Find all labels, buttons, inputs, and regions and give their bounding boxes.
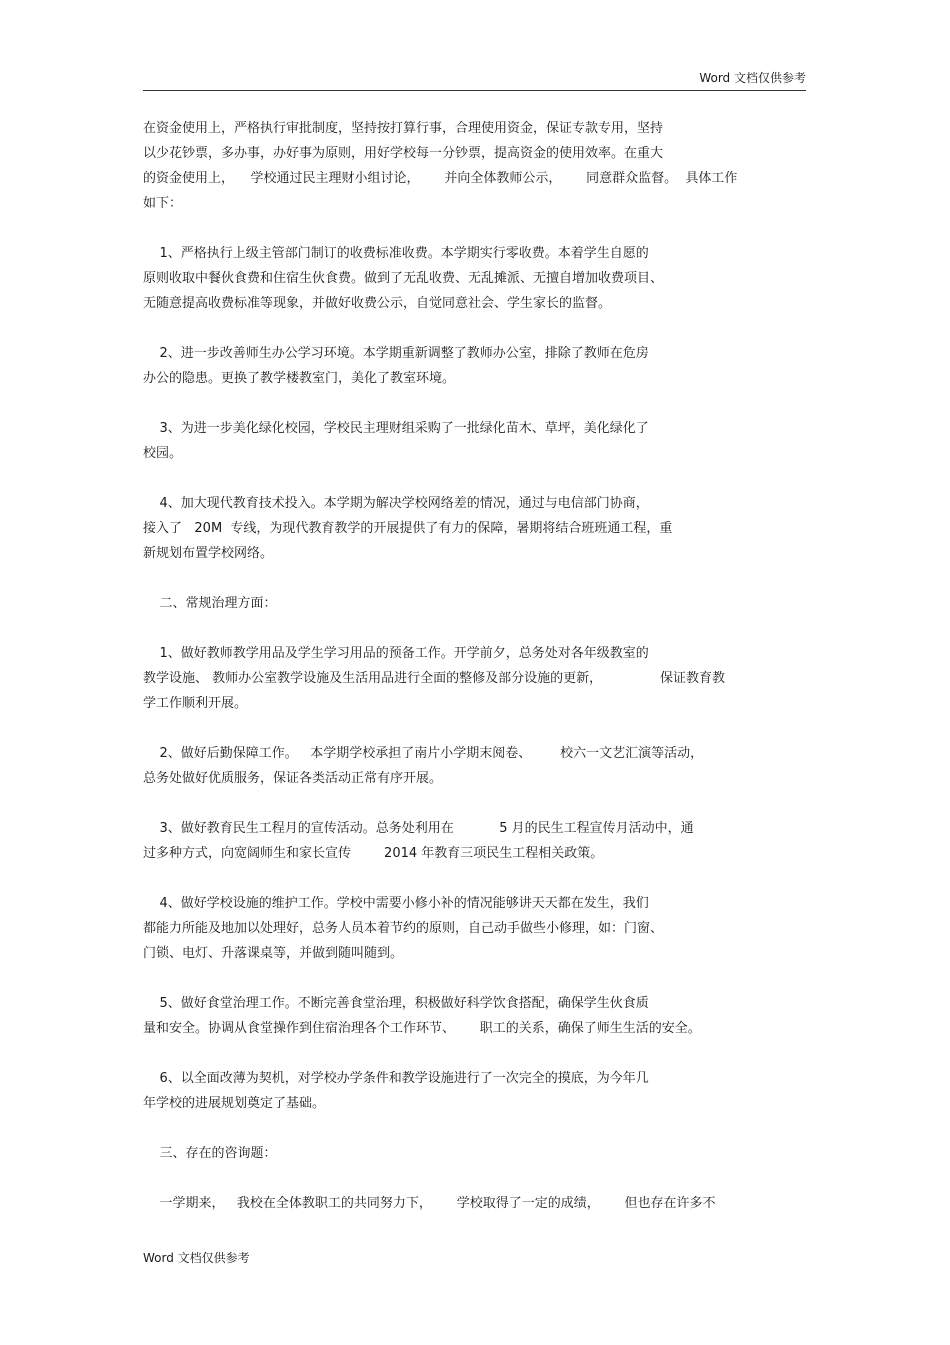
text-line: 教学设施、 教师办公室教学设施及生活用品进行全面的整修及部分设施的更新， 保证教育教 [143, 671, 725, 686]
text-line: 接入了 20M 专线，为现代教育教学的开展提供了有力的保障，暑期将结合班班通工程，重 [143, 521, 673, 536]
text-line: 过多种方式，向宽阔师生和家长宣传 2014 年教育三项民生工程相关政策。 [143, 846, 604, 861]
paragraph [143, 341, 813, 391]
text-line: 一学期来， 我校在全体教职工的共同努力下， 学校取得了一定的成绩， 但也存在许多不 [143, 1196, 716, 1211]
paragraph [143, 491, 813, 566]
text-line: 办公的隐患。更换了教学楼教室门，美化了教室环境。 [143, 371, 456, 386]
paragraph [143, 816, 813, 866]
header-divider [143, 90, 806, 91]
page-header: Word 文档仅供参考 [699, 71, 806, 85]
text-line: 年学校的进展规划奠定了基础。 [143, 1096, 326, 1111]
text-line: 二、常规治理方面： [143, 596, 277, 611]
text-line: 新规划布置学校网络。 [143, 546, 274, 561]
text-line: 3、为进一步美化绿化校园，学校民主理财组采购了一批绿化苗木、草坪，美化绿化了 [143, 421, 649, 436]
paragraph [143, 991, 813, 1041]
paragraph [143, 641, 813, 716]
paragraph [143, 741, 813, 791]
text-line: 4、做好学校设施的维护工作。学校中需要小修小补的情况能够讲天天都在发生，我们 [143, 896, 649, 911]
paragraph [143, 416, 813, 466]
paragraph [143, 1191, 813, 1216]
text-line: 总务处做好优质服务，保证各类活动正常有序开展。 [143, 771, 443, 786]
text-line: 如下： [143, 196, 183, 211]
paragraph [143, 591, 813, 616]
text-line: 1、做好教师教学用品及学生学习用品的预备工作。开学前夕，总务处对各年级教室的 [143, 646, 649, 661]
page-footer: Word 文档仅供参考 [143, 1251, 250, 1265]
document-body [143, 116, 813, 1216]
text-line: 都能力所能及地加以处理好，总务人员本着节约的原则，自己动手做些小修理，如：门窗、 [143, 921, 664, 936]
text-line: 校园。 [143, 446, 183, 461]
text-line: 三、存在的咨询题： [143, 1146, 277, 1161]
text-line: 无随意提高收费标准等现象，并做好收费公示，自觉同意社会、学生家长的监督。 [143, 296, 612, 311]
text-line: 2、做好后勤保障工作。 本学期学校承担了南片小学期末阅卷、 校六一文艺汇演等活动， [143, 746, 704, 761]
paragraph [143, 116, 813, 216]
text-line: 门锁、电灯、升落课桌等，并做到随叫随到。 [143, 946, 404, 961]
text-line: 5、做好食堂治理工作。不断完善食堂治理，积极做好科学饮食搭配，确保学生伙食质 [143, 996, 649, 1011]
paragraph [143, 241, 813, 316]
paragraph [143, 1141, 813, 1166]
text-line: 4、加大现代教育技术投入。本学期为解决学校网络差的情况，通过与电信部门协商， [143, 496, 649, 511]
paragraph [143, 1066, 813, 1116]
text-line: 1、严格执行上级主管部门制订的收费标准收费。本学期实行零收费。本着学生自愿的 [143, 246, 649, 261]
paragraph [143, 891, 813, 966]
text-line: 2、进一步改善师生办公学习环境。本学期重新调整了教师办公室，排除了教师在危房 [143, 346, 649, 361]
text-line: 原则收取中餐伙食费和住宿生伙食费。做到了无乱收费、无乱摊派、无擅自增加收费项目、 [143, 271, 664, 286]
text-line: 以少花钞票，多办事，办好事为原则，用好学校每一分钞票，提高资金的使用效率。在重大 [143, 146, 664, 161]
text-line: 学工作顺利开展。 [143, 696, 248, 711]
text-line: 量和安全。协调从食堂操作到住宿治理各个工作环节、 职工的关系，确保了师生生活的安全。 [143, 1021, 701, 1036]
text-line: 3、做好教育民生工程月的宣传活动。总务处利用在 5 月的民生工程宣传月活动中，通 [143, 821, 694, 836]
text-line: 在资金使用上，严格执行审批制度，坚持按打算行事，合理使用资金，保证专款专用，坚持 [143, 121, 664, 136]
text-line: 的资金使用上， 学校通过民主理财小组讨论， 并向全体教师公示， 同意群众监督。 具体工作 [143, 171, 738, 186]
text-line: 6、以全面改薄为契机，对学校办学条件和教学设施进行了一次完全的摸底，为今年几 [143, 1071, 649, 1086]
